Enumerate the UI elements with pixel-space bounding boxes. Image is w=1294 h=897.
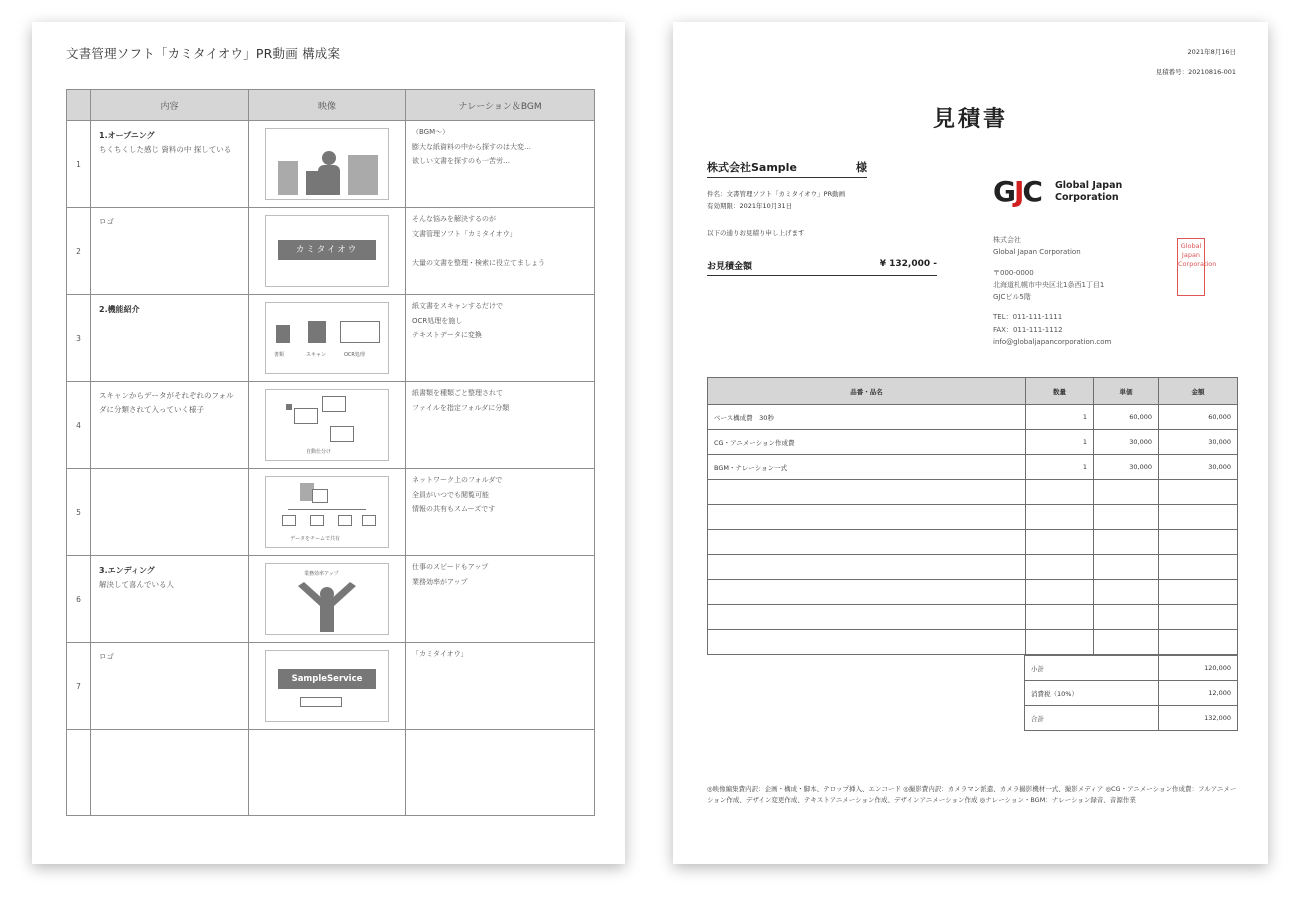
header-visual: 映像 — [249, 90, 406, 121]
narration-line: 全員がいつでも閲覧可能 — [412, 490, 489, 499]
storyboard-frame — [265, 128, 389, 200]
item-price: 30,000 — [1094, 455, 1159, 480]
narration-line: 紙文書をスキャンするだけで — [412, 302, 503, 310]
folder-icon — [294, 408, 318, 424]
item-amount: 30,000 — [1159, 455, 1238, 480]
phone: TEL：011-111-1111 — [993, 313, 1063, 322]
computer-icon — [362, 515, 376, 526]
table-row — [67, 295, 595, 382]
frame-label: 自動仕分け — [306, 449, 332, 455]
service-logo-banner: SampleService — [278, 669, 376, 689]
row-content — [91, 643, 249, 730]
row-narration — [406, 295, 595, 382]
row-narration — [406, 121, 595, 208]
storyboard-frame — [265, 389, 389, 461]
empty-cell — [406, 730, 595, 816]
row-visual — [249, 121, 406, 208]
row-number: 1 — [67, 121, 91, 208]
estimate-note: ◎映像編集費内訳：企画・構成・脚本、テロップ挿入、エンコード ◎撮影費内訳：カメラマン派遣、カメラ撮影機材一式、撮影メディア ◎CG・アニメーション作成費：フルアニメーション作成、デザイン変更作成、テキストアニメーション作成、デザインアニメーション作成 ◎ナレーション・BGM：ナレーション録音、音源作業 — [707, 785, 1237, 805]
content-title: 3.エンディング — [99, 566, 155, 575]
table-row — [67, 730, 595, 816]
table-row-empty — [708, 605, 1238, 630]
email: info@globaljapancorporation.com — [993, 337, 1112, 346]
logo-text — [1055, 180, 1122, 204]
content-body: ちくちくした感じ 資料の中 探している — [99, 145, 232, 155]
row-number: 6 — [67, 556, 91, 643]
line-items-table — [707, 377, 1238, 655]
row-content — [91, 295, 249, 382]
storyboard-header-row — [67, 90, 595, 121]
address-line: 北海道札幌市中央区北1条西1丁目1 — [993, 280, 1105, 289]
narration-line: 情報の共有もスムーズです — [412, 505, 496, 514]
content-body: ロゴ — [99, 217, 114, 226]
table-row — [67, 382, 595, 469]
search-box-icon — [300, 697, 342, 707]
company-info — [993, 234, 1111, 348]
narration-line: （BGM〜） — [412, 128, 450, 136]
item-name: CG・アニメーション作成費 — [708, 430, 1026, 455]
scanner-icon — [308, 321, 326, 343]
computer-icon — [282, 515, 296, 526]
logo-line: Global Japan — [1055, 180, 1123, 191]
total-value: 132,000 — [1159, 706, 1238, 731]
row-content — [91, 382, 249, 469]
row-narration — [406, 643, 595, 730]
gjc-logo-mark — [993, 175, 1041, 209]
narration-line: そんな悩みを解決するのが — [412, 215, 496, 223]
row-narration — [406, 469, 595, 556]
header-narration: ナレーション＆BGM — [406, 90, 595, 121]
narration-line: 文書管理ソフト「カミタイオウ」 — [412, 229, 517, 238]
narration-line: 「カミタイオウ」 — [412, 650, 468, 658]
validity-line: 有効期限：2021年10月31日 — [707, 202, 793, 211]
item-price: 60,000 — [1094, 405, 1159, 430]
total-row — [1025, 706, 1238, 731]
empty-cell — [91, 730, 249, 816]
frame-label: 業務効率アップ — [304, 571, 339, 577]
storyboard-frame — [265, 563, 389, 635]
row-visual — [249, 295, 406, 382]
table-row — [67, 643, 595, 730]
table-row — [67, 208, 595, 295]
narration-line: 紙書類を種類ごと整理されて — [412, 389, 503, 397]
content-body: スキャンからデータがそれぞれのフォルダに分類されて入っていく様子 — [99, 391, 234, 415]
storyboard-frame — [265, 650, 389, 722]
items-header-row — [708, 378, 1238, 405]
row-number: 7 — [67, 643, 91, 730]
item-name: BGM・ナレーション一式 — [708, 455, 1026, 480]
logo-letter: G — [993, 175, 1014, 208]
table-row — [67, 469, 595, 556]
narration-line: 仕事のスピードもアップ — [412, 563, 489, 571]
item-qty: 1 — [1026, 455, 1094, 480]
folder-icon — [312, 489, 328, 503]
header-number — [67, 90, 91, 121]
row-number: 5 — [67, 469, 91, 556]
document-icon — [276, 325, 290, 343]
tax-row — [1025, 681, 1238, 706]
row-visual — [249, 556, 406, 643]
total-amount-box — [707, 259, 937, 276]
header-item: 品番・品名 — [708, 378, 1026, 405]
logo-line: Corporation — [1055, 191, 1119, 203]
logo-banner: カミタイオウ — [278, 240, 376, 260]
row-visual — [249, 382, 406, 469]
row-number: 2 — [67, 208, 91, 295]
storyboard-title: 文書管理ソフト「カミタイオウ」PR動画 構成案 — [66, 46, 341, 61]
client-company: 株式会社Sample — [707, 161, 797, 174]
tax-value: 12,000 — [1159, 681, 1238, 706]
fax: FAX：011-111-1112 — [993, 325, 1063, 334]
subtotal-row — [1025, 656, 1238, 681]
subject-line: 件名：文書管理ソフト「カミタイオウ」PR動画 — [707, 190, 846, 198]
row-visual — [249, 469, 406, 556]
table-row-empty — [708, 480, 1238, 505]
row-visual — [249, 208, 406, 295]
network-line — [288, 509, 366, 510]
table-row-empty — [708, 580, 1238, 605]
narration-line: 欲しい文書を探すのも一苦労… — [412, 157, 510, 166]
row-content — [91, 469, 249, 556]
item-qty: 1 — [1026, 430, 1094, 455]
row-narration — [406, 382, 595, 469]
company-kind: 株式会社 — [993, 236, 1021, 244]
table-row-empty — [708, 530, 1238, 555]
content-title: 2.機能紹介 — [99, 305, 140, 314]
narration-line: ファイルを指定フォルダに分類 — [412, 403, 510, 412]
item-amount: 30,000 — [1159, 430, 1238, 455]
frame-label: 書類 — [274, 352, 285, 358]
narration-line: 業務効率がアップ — [412, 577, 468, 586]
row-content — [91, 556, 249, 643]
frame-label: スキャン — [306, 352, 327, 358]
client-name — [707, 159, 867, 178]
table-row — [708, 405, 1238, 430]
header-price: 単価 — [1094, 378, 1159, 405]
table-row — [708, 455, 1238, 480]
header-amount: 金額 — [1159, 378, 1238, 405]
row-content — [91, 121, 249, 208]
company-logo — [993, 175, 1163, 211]
tax-label: 消費税（10%） — [1025, 681, 1159, 706]
logo-letter: J — [1013, 175, 1023, 208]
item-amount: 60,000 — [1159, 405, 1238, 430]
company-seal-stamp: Global Japan Corporation — [1177, 238, 1205, 296]
row-narration — [406, 208, 595, 295]
table-row — [67, 121, 595, 208]
total-amount-value: ¥ 132,000 - — [879, 259, 937, 269]
narration-line: テキストデータに変換 — [412, 331, 482, 340]
table-row-empty — [708, 555, 1238, 580]
total-label: 合計 — [1025, 706, 1159, 731]
storyboard-page — [32, 22, 625, 864]
header-content: 内容 — [91, 90, 249, 121]
estimate-subject — [707, 188, 845, 213]
item-qty: 1 — [1026, 405, 1094, 430]
narration-line: 大量の文書を整理・検索に役立てましょう — [412, 259, 545, 268]
storyboard-frame — [265, 215, 389, 287]
totals-table — [1024, 655, 1238, 731]
estimate-page — [673, 22, 1268, 864]
logo-letter: C — [1022, 175, 1041, 208]
table-row-empty — [708, 630, 1238, 655]
stack-of-papers-icon — [348, 155, 378, 195]
row-number: 4 — [67, 382, 91, 469]
content-body: 解決して喜んでいる人 — [99, 580, 174, 590]
computer-icon — [310, 515, 324, 526]
item-price: 30,000 — [1094, 430, 1159, 455]
client-suffix: 様 — [856, 161, 867, 174]
subtotal-value: 120,000 — [1159, 656, 1238, 681]
total-amount-label: お見積金額 — [707, 262, 753, 272]
narration-line: ネットワーク上のフォルダで — [412, 476, 503, 484]
folder-icon — [322, 396, 346, 412]
building-icon — [278, 161, 298, 195]
row-number: 3 — [67, 295, 91, 382]
estimate-title: 見積書 — [932, 107, 1008, 132]
ocr-screen-icon — [340, 321, 380, 343]
folder-icon — [330, 426, 354, 442]
company-name: Global Japan Corporation — [993, 248, 1081, 257]
storyboard-frame — [265, 476, 389, 548]
narration-line: OCR処理を施し — [412, 316, 463, 325]
frame-label: OCR処理 — [344, 352, 365, 358]
subtotal-label: 小計 — [1025, 656, 1159, 681]
file-icon — [286, 404, 292, 410]
address-line: GJCビル5階 — [993, 293, 1031, 301]
storyboard-frame — [265, 302, 389, 374]
table-row — [67, 556, 595, 643]
celebrating-person-icon — [294, 580, 360, 632]
empty-cell — [249, 730, 406, 816]
table-row — [708, 430, 1238, 455]
row-visual — [249, 643, 406, 730]
estimate-intro: 以下の通りお見積り申し上げます — [707, 229, 805, 237]
table-row-empty — [708, 505, 1238, 530]
computer-icon — [338, 515, 352, 526]
estimate-number: 見積番号：20210816-001 — [1155, 68, 1236, 76]
content-body: ロゴ — [99, 652, 114, 661]
narration-line: 膨大な紙資料の中から探すのは大変… — [412, 142, 531, 151]
postal-code: 〒000-0000 — [993, 268, 1034, 277]
header-qty: 数量 — [1026, 378, 1094, 405]
frame-label: データをチームで共有 — [290, 536, 341, 542]
row-content — [91, 208, 249, 295]
storyboard-table — [66, 89, 595, 816]
person-body-icon — [318, 165, 340, 195]
row-narration — [406, 556, 595, 643]
person-head-icon — [322, 151, 336, 165]
item-name: ベース構成費 30秒 — [708, 405, 1026, 430]
empty-cell — [67, 730, 91, 816]
estimate-date: 2021年8月16日 — [1187, 48, 1236, 56]
content-title: 1.オープニング — [99, 131, 155, 140]
